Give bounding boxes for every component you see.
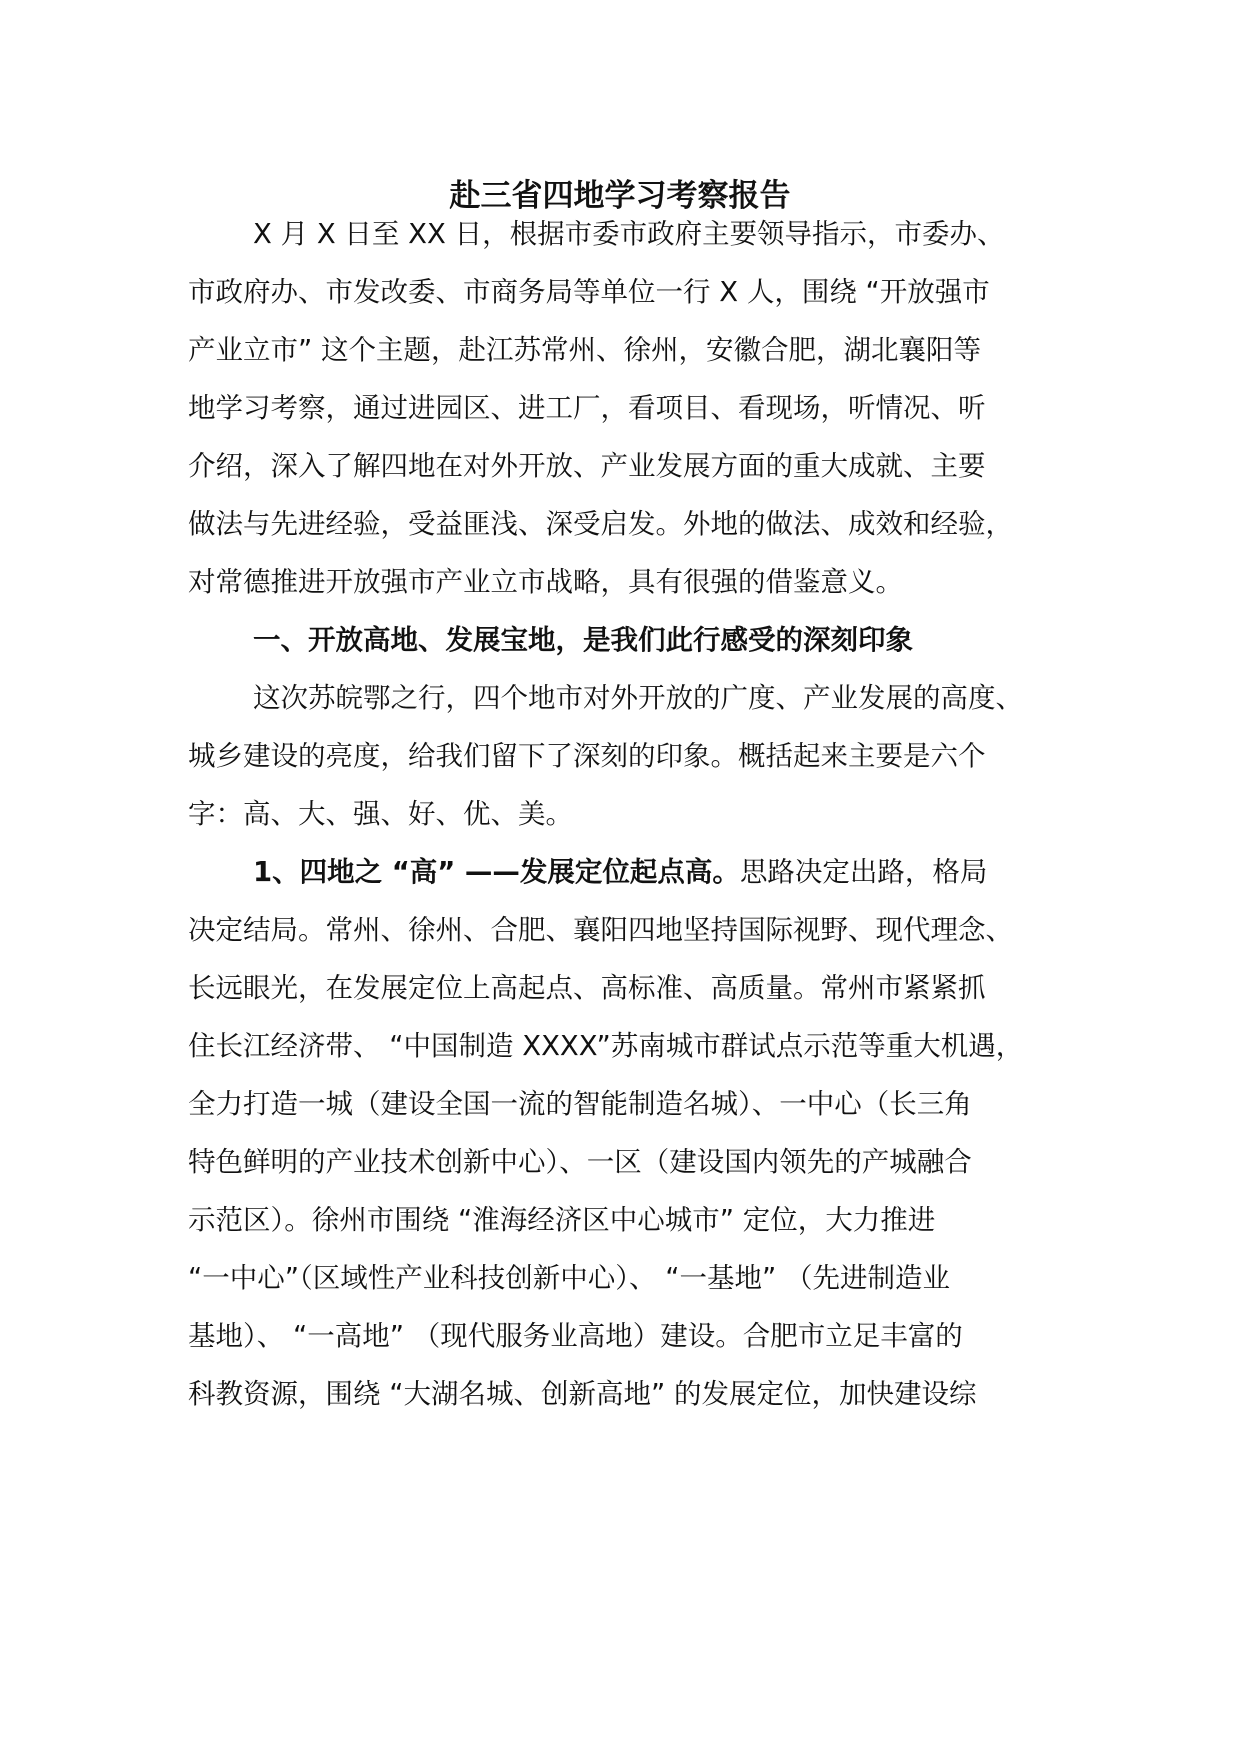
paragraph-line: 市政府办、市发改委、市商务局等单位一行 X 人，围绕 “开放强市 bbox=[188, 276, 990, 308]
paragraph-line: 基地）、 “一高地” （现代服务业高地）建设。合肥市立足丰富的 bbox=[188, 1320, 963, 1352]
item-heading: 1、四地之 “高” ——发展定位起点高。 bbox=[253, 856, 740, 888]
paragraph-line: 特色鲜明的产业技术创新中心）、一区（建设国内领先的产城融合 bbox=[188, 1146, 972, 1178]
paragraph-line: 这次苏皖鄂之行，四个地市对外开放的广度、产业发展的高度、 bbox=[253, 682, 1023, 714]
paragraph-line: 住长江经济带、 “中国制造 XXXX”苏南城市群试点示范等重大机遇， bbox=[188, 1030, 1024, 1062]
paragraph-line: 科教资源，围绕 “大湖名城、创新高地” 的发展定位，加快建设综 bbox=[188, 1378, 977, 1410]
paragraph-line: “一中心”（区域性产业科技创新中心）、 “一基地” （先进制造业 bbox=[188, 1262, 950, 1294]
paragraph-line: 城乡建设的亮度，给我们留下了深刻的印象。概括起来主要是六个 bbox=[188, 740, 986, 772]
paragraph-line: 介绍，深入了解四地在对外开放、产业发展方面的重大成就、主要 bbox=[188, 450, 986, 482]
paragraph-line: 产业立市” 这个主题，赴江苏常州、徐州，安徽合肥，湖北襄阳等 bbox=[188, 334, 981, 366]
paragraph-line: 字：高、大、强、好、优、美。 bbox=[188, 798, 573, 830]
paragraph-line: 全力打造一城（建设全国一流的智能制造名城）、一中心（长三角 bbox=[188, 1088, 972, 1120]
item-first-line bbox=[253, 852, 987, 892]
paragraph-line: 做法与先进经验，受益匪浅、深受启发。外地的做法、成效和经验， bbox=[188, 508, 1013, 540]
document-title: 赴三省四地学习考察报告 bbox=[449, 178, 791, 214]
paragraph-line: 长远眼光，在发展定位上高起点、高标准、高质量。常州市紧紧抓 bbox=[188, 972, 986, 1004]
item-heading-rest: 思路决定出路，格局 bbox=[739, 856, 988, 888]
paragraph-line: 对常德推进开放强市产业立市战略，具有很强的借鉴意义。 bbox=[188, 566, 903, 598]
section-heading: 一、开放高地、发展宝地，是我们此行感受的深刻印象 bbox=[253, 624, 913, 656]
paragraph-line: X 月 X 日至 XX 日，根据市委市政府主要领导指示，市委办、 bbox=[253, 218, 1005, 250]
paragraph-line: 示范区）。徐州市围绕 “淮海经济区中心城市” 定位，大力推进 bbox=[188, 1204, 936, 1236]
paragraph-line: 地学习考察，通过进园区、进工厂，看项目、看现场，听情况、听 bbox=[188, 392, 986, 424]
paragraph-line: 决定结局。常州、徐州、合肥、襄阳四地坚持国际视野、现代理念、 bbox=[188, 914, 1013, 946]
